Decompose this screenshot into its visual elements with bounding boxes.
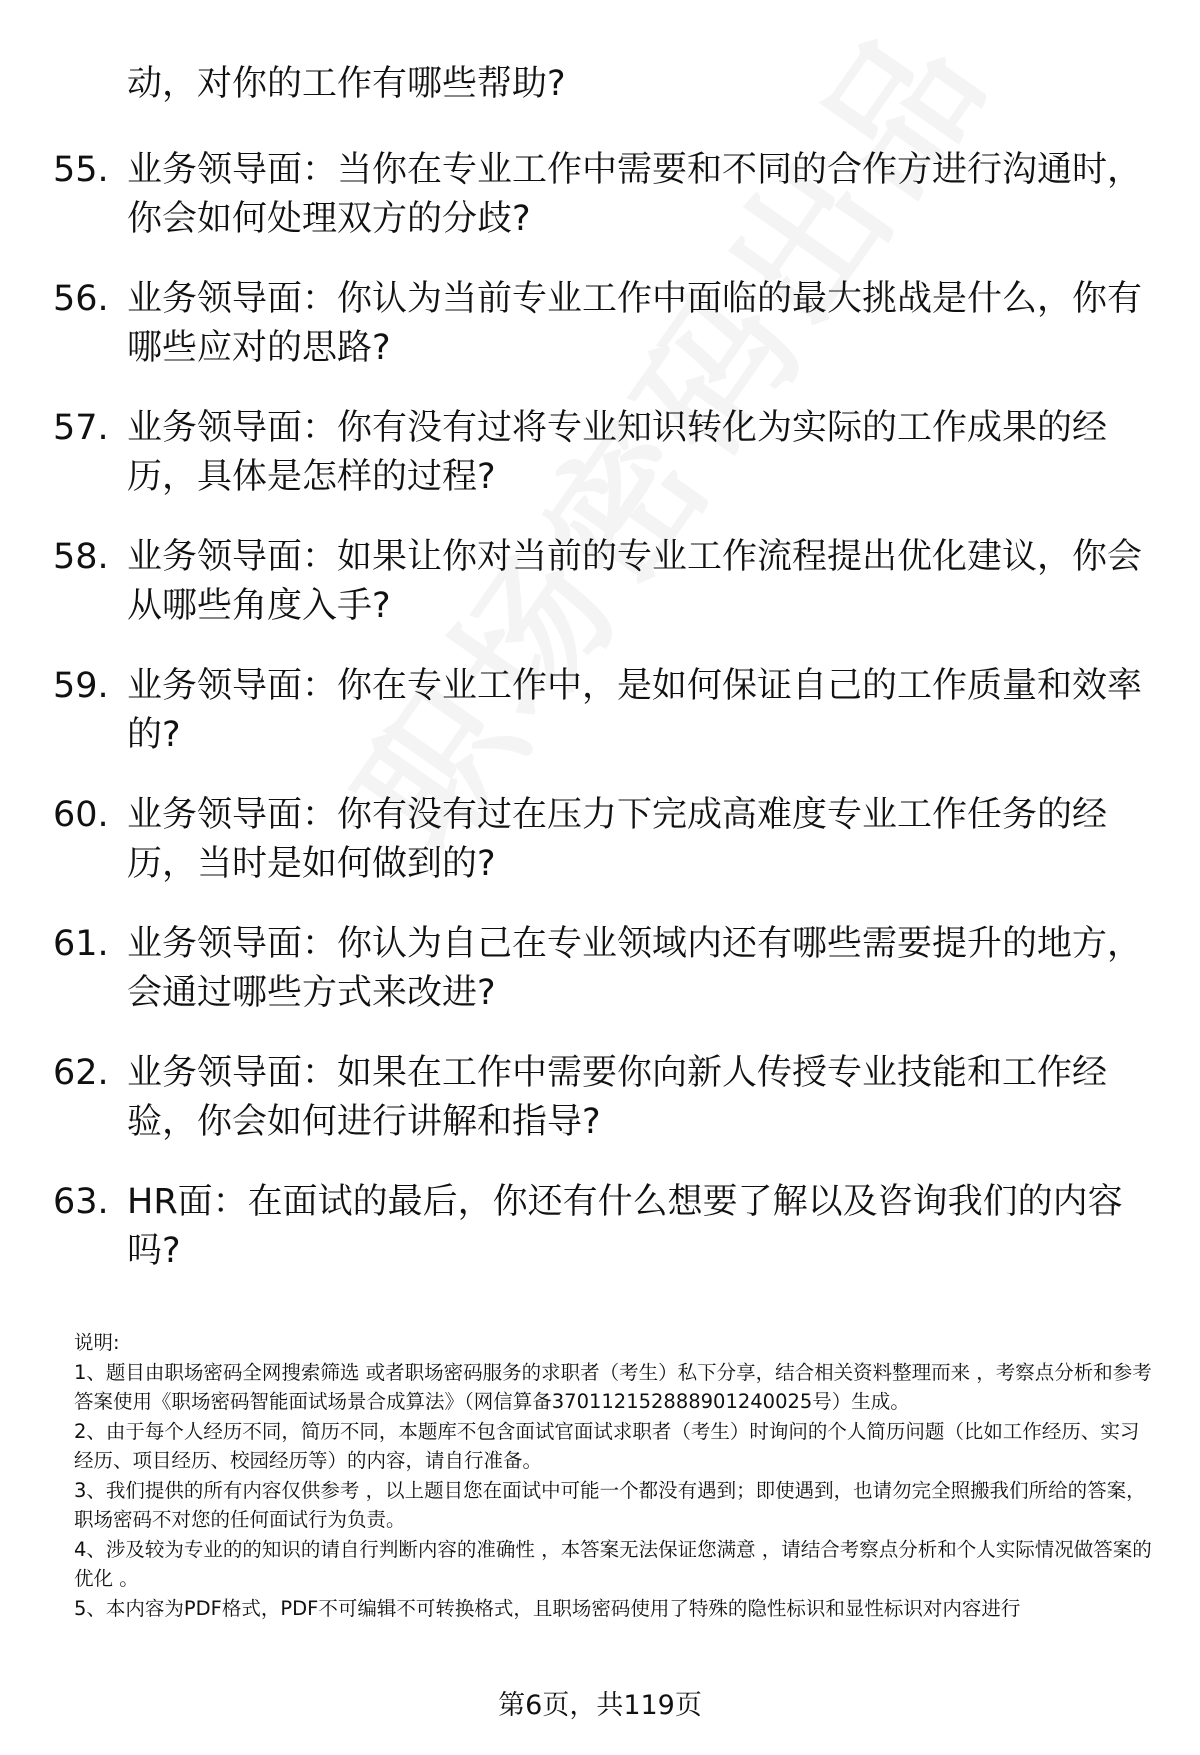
note-item: 1、题目由职场密码全网搜索筛选 或者职场密码服务的求职者（考生）私下分享，结合相关资料整理而来 ，考察点分析和参考答案使用《职场密码智能面试场景合成算法》（网信算备370112152888901240025号）生成。 bbox=[74, 1360, 1152, 1413]
question-text: 业务领导面：你有没有过在压力下完成高难度专业工作任务的经历，当时是如何做到的? bbox=[127, 795, 1108, 884]
question-item bbox=[0, 404, 1200, 533]
question-item bbox=[0, 1049, 1200, 1178]
question-list bbox=[0, 146, 1200, 1307]
notes-heading: 说明: bbox=[74, 1331, 120, 1354]
question-text: 业务领导面：如果在工作中需要你向新人传授专业技能和工作经验，你会如何进行讲解和指导? bbox=[127, 1053, 1108, 1142]
note-item: 3、我们提供的所有内容仅供参考 ，以上题目您在面试中可能一个都没有遇到；即使遇到，也请勿完全照搬我们所给的答案，职场密码不对您的任何面试行为负责。 bbox=[74, 1478, 1146, 1531]
question-number: 55. bbox=[53, 150, 109, 190]
note-item: 5、本内容为PDF格式，PDF不可编辑不可转换格式，且职场密码使用了特殊的隐性标识和显性标识对内容进行 bbox=[74, 1596, 1021, 1620]
question-text: 业务领导面：你认为自己在专业领域内还有哪些需要提升的地方，会通过哪些方式来改进? bbox=[127, 924, 1143, 1013]
question-number: 61. bbox=[53, 924, 109, 964]
question-number: 62. bbox=[53, 1053, 109, 1093]
question-text: 业务领导面：你在专业工作中，是如何保证自己的工作质量和效率的? bbox=[127, 666, 1143, 755]
question-continuation: 动，对你的工作有哪些帮助? bbox=[127, 64, 566, 104]
question-number: 56. bbox=[53, 279, 109, 319]
notes-section bbox=[74, 1328, 1154, 1623]
page-number: 第6页，共119页 bbox=[498, 1690, 702, 1721]
question-text: 业务领导面：你有没有过将专业知识转化为实际的工作成果的经历，具体是怎样的过程? bbox=[127, 408, 1108, 497]
question-text: 业务领导面：如果让你对当前的专业工作流程提出优化建议，你会从哪些角度入手? bbox=[127, 537, 1143, 626]
question-text: 业务领导面：你认为当前专业工作中面临的最大挑战是什么，你有哪些应对的思路? bbox=[127, 279, 1143, 368]
question-item bbox=[0, 791, 1200, 920]
note-item: 4、涉及较为专业的的知识的请自行判断内容的准确性 ，本答案无法保证您满意 ，请结合考察点分析和个人实际情况做答案的优化 。 bbox=[74, 1537, 1152, 1590]
question-item bbox=[0, 920, 1200, 1049]
question-number: 59. bbox=[53, 666, 109, 706]
note-item: 2、由于每个人经历不同，简历不同，本题库不包含面试官面试求职者（考生）时询问的个人简历问题（比如工作经历、实习经历、项目经历、校园经历等）的内容，请自行准备。 bbox=[74, 1419, 1140, 1472]
question-text: 业务领导面：当你在专业工作中需要和不同的合作方进行沟通时，你会如何处理双方的分歧? bbox=[127, 150, 1143, 239]
question-number: 63. bbox=[53, 1182, 109, 1222]
question-text: HR面：在面试的最后，你还有什么想要了解以及咨询我们的内容吗? bbox=[127, 1182, 1123, 1271]
question-item bbox=[0, 146, 1200, 275]
question-number: 60. bbox=[53, 795, 109, 835]
question-number: 58. bbox=[53, 537, 109, 577]
question-item bbox=[0, 1178, 1200, 1307]
question-item bbox=[0, 275, 1200, 404]
question-item bbox=[0, 533, 1200, 662]
question-number: 57. bbox=[53, 408, 109, 448]
question-item bbox=[0, 662, 1200, 791]
